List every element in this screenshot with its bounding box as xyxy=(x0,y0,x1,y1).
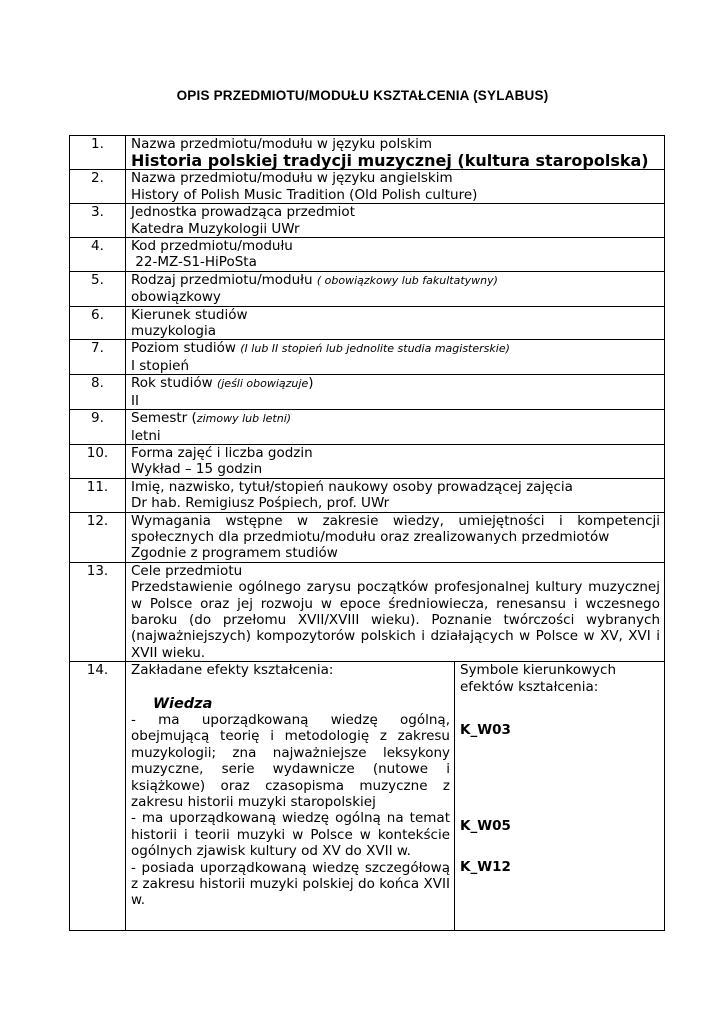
table-row xyxy=(70,170,665,204)
row-number: 1. xyxy=(70,136,126,170)
row-value: Zgodnie z programem studiów xyxy=(131,545,338,562)
section-heading: Wiedza xyxy=(153,695,213,712)
row-value: muzykologia xyxy=(131,323,216,340)
row-label-end: ) xyxy=(308,375,314,392)
row-number: 9. xyxy=(70,410,126,445)
row-value: obowiązkowy xyxy=(131,289,221,306)
row-number: 8. xyxy=(70,375,126,410)
row-value: Katedra Muzykologii UWr xyxy=(131,220,300,237)
row-label: Poziom studiów xyxy=(131,340,236,357)
learning-outcome: - ma uporządkowaną wiedzę ogólną, obejmującą teorię i metodologię z zakresu muzykologii; zna najważniejsze leksykony muzyczne, serie wydawnicze (nutowe i książkowe) oraz czasopisma muzyczne z zakresu historii muzyki staropolskiej xyxy=(131,712,450,811)
table-row xyxy=(70,444,665,478)
symbols-header: Symbole kierunkowych efektów kształcenia: xyxy=(460,662,617,695)
row-content xyxy=(126,238,665,272)
table-row xyxy=(70,410,665,445)
row-content xyxy=(126,562,665,661)
row-note-open: ( xyxy=(191,410,197,427)
row-number: 6. xyxy=(70,306,126,340)
learning-outcomes-cell xyxy=(126,662,455,931)
table-row xyxy=(70,478,665,512)
row-label: Forma zajęć i liczba godzin xyxy=(131,444,313,461)
row-label-line xyxy=(131,272,660,289)
row-label-line xyxy=(131,410,660,427)
row-content xyxy=(126,444,665,478)
learning-outcome: - posiada uporządkowaną wiedzę szczegółową z zakresu historii muzyki polskiej do końca XVII w. xyxy=(131,859,450,909)
row-content xyxy=(126,136,665,170)
row-label: Rok studiów xyxy=(131,375,213,392)
row-content xyxy=(126,306,665,340)
row-number: 3. xyxy=(70,204,126,238)
row-content xyxy=(126,204,665,238)
row-note: ( obowiązkowy lub fakultatywny) xyxy=(316,273,498,287)
row-content xyxy=(126,340,665,375)
row-number: 14. xyxy=(70,662,126,931)
row-label: Kod przedmiotu/modułu xyxy=(131,238,293,255)
table-row xyxy=(70,238,665,272)
row-note: zimowy lub letni) xyxy=(196,412,292,426)
document-title: OPIS PRZEDMIOTU/MODUŁU KSZTAŁCENIA (SYLABUS) xyxy=(176,88,549,103)
outcome-symbol: K_W03 xyxy=(460,722,511,738)
row-label: Wymagania wstępne w zakresie wiedzy, umiejętności i kompetencji społecznych dla przedmiotu/modułu oraz zrealizowanych przedmiotów xyxy=(131,512,660,545)
table-row xyxy=(70,204,665,238)
row-value: Wykład – 15 godzin xyxy=(131,461,263,478)
row-note: (jeśli obowiązuje xyxy=(216,377,309,391)
row-number: 12. xyxy=(70,512,126,562)
row-number: 4. xyxy=(70,238,126,272)
course-name-en: History of Polish Music Tradition (Old Polish culture) xyxy=(131,186,478,203)
course-name-pl: Historia polskiej tradycji muzycznej (kultura staropolska) xyxy=(131,151,649,171)
row-value: I stopień xyxy=(131,357,190,374)
row-value: letni xyxy=(131,427,161,444)
row-label: Nazwa przedmiotu/modułu w języku angielskim xyxy=(131,170,453,187)
table-row xyxy=(70,136,665,170)
symbols-cell xyxy=(455,662,665,931)
course-objectives: Przedstawienie ogólnego zarysu początków profesjonalnej kultury muzycznej w Polsce oraz jej rozwoju w epoce średniowiecza, renesansu i wczesnego baroku (do przełomu XVII/XVIII wieku). Poznanie twórczości wybranych (najważniejszych) kompozytorów polskich i działających w Polsce w XV, XVI i XVII wieku. xyxy=(131,579,660,661)
row-note: (I lub II stopień lub jednolite studia magisterskie) xyxy=(240,342,510,356)
row-content xyxy=(126,512,665,562)
row-label: Cele przedmiotu xyxy=(131,562,243,579)
table-row xyxy=(70,562,665,661)
row-label-line xyxy=(131,375,660,392)
row-number: 13. xyxy=(70,562,126,661)
syllabus-table xyxy=(69,135,665,931)
row-content xyxy=(126,271,665,306)
row-number: 7. xyxy=(70,340,126,375)
row-label: Rodzaj przedmiotu/modułu xyxy=(131,271,313,288)
row-number: 11. xyxy=(70,478,126,512)
row-label: Kierunek studiów xyxy=(131,306,248,323)
row-value: Dr hab. Remigiusz Pośpiech, prof. UWr xyxy=(131,495,390,512)
outcome-symbol: K_W05 xyxy=(460,818,511,835)
table-row xyxy=(70,271,665,306)
row-content xyxy=(126,478,665,512)
row-label: Zakładane efekty kształcenia: xyxy=(131,662,334,679)
learning-outcome: - ma uporządkowaną wiedzę ogólną na temat historii i teorii muzyki w Polsce w kontekście ogólnych zjawisk kultury od XV do XVII w. xyxy=(131,810,450,860)
row-label-line xyxy=(131,340,660,357)
row-label: Semestr xyxy=(131,410,188,427)
row-content xyxy=(126,170,665,204)
table-row xyxy=(70,512,665,562)
row-label: Nazwa przedmiotu/modułu w języku polskim xyxy=(131,136,432,152)
row-number: 10. xyxy=(70,444,126,478)
table-row xyxy=(70,340,665,375)
table-row xyxy=(70,662,665,931)
table-row xyxy=(70,375,665,410)
row-content xyxy=(126,410,665,445)
row-number: 2. xyxy=(70,170,126,204)
course-code: 22-MZ-S1-HiPoSta xyxy=(131,254,257,271)
row-content xyxy=(126,375,665,410)
row-label: Jednostka prowadząca przedmiot xyxy=(131,204,355,221)
row-number: 5. xyxy=(70,271,126,306)
row-label: Imię, nazwisko, tytuł/stopień naukowy osoby prowadzącej zajęcia xyxy=(131,478,573,495)
row-value: II xyxy=(131,392,139,409)
outcome-symbol: K_W12 xyxy=(460,858,511,875)
table-row xyxy=(70,306,665,340)
